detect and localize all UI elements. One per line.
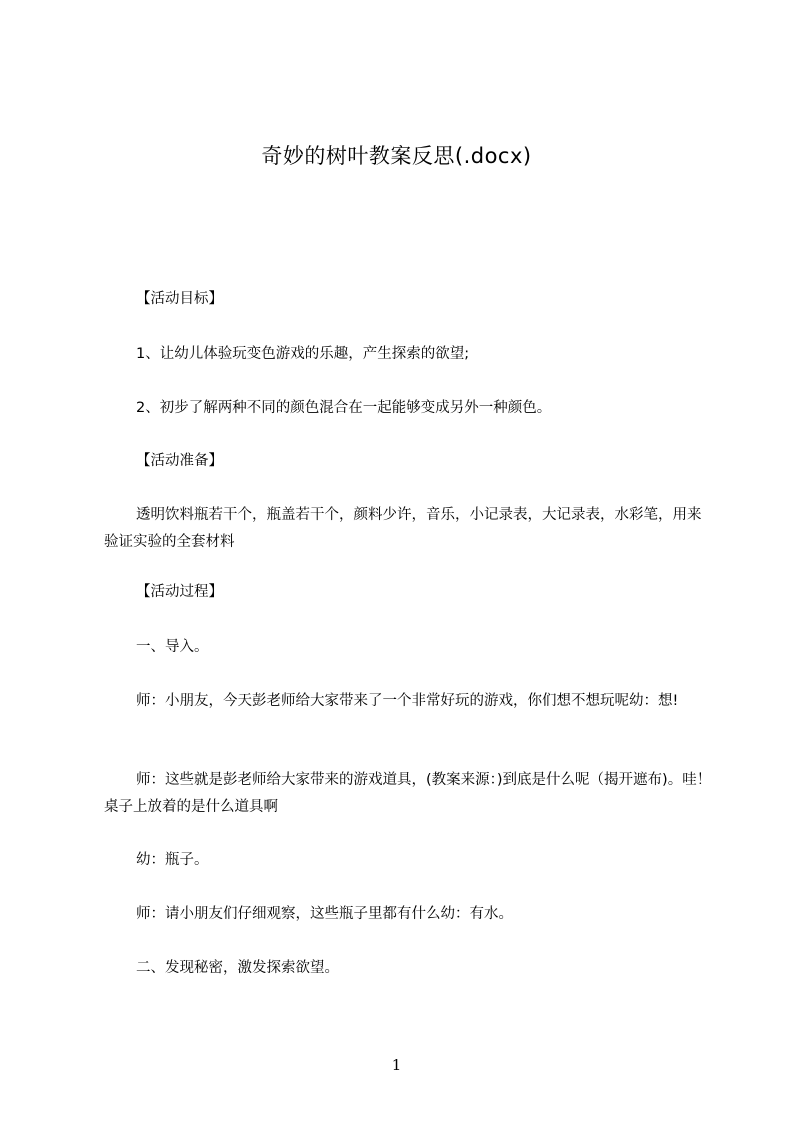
- document-title: 奇妙的树叶教案反思(.docx): [261, 144, 532, 168]
- paragraph-materials: 透明饮料瓶若干个，瓶盖若干个，颜料少许，音乐，小记录表，大记录表，水彩笔，用来验证实验的全套材料: [104, 507, 702, 550]
- paragraph-step-2: 二、发现秘密，激发探索欲望。: [136, 960, 339, 976]
- paragraph-goal-1: 1、让幼儿体验玩变色游戏的乐趣，产生探索的欲望;: [136, 346, 470, 362]
- page-number: 1: [391, 1056, 402, 1074]
- paragraph-dialogue-4: 师：请小朋友们仔细观察，这些瓶子里都有什么幼：有水。: [136, 906, 513, 922]
- section-heading-preparation: 【活动准备】: [136, 453, 223, 469]
- paragraph-dialogue-3: 幼：瓶子。: [136, 852, 209, 868]
- paragraph-dialogue-1: 师：小朋友，今天彭老师给大家带来了一个非常好玩的游戏，你们想不想玩呢幼：想!: [136, 693, 679, 709]
- paragraph-step-1: 一、导入。: [136, 639, 209, 655]
- paragraph-goal-2: 2、初步了解两种不同的颜色混合在一起能够变成另外一种颜色。: [136, 400, 552, 416]
- paragraph-dialogue-2: 师：这些就是彭老师给大家带来的游戏道具，(教案来源：)到底是什么呢（揭开遮布)。哇！桌子上放着的是什么道具啊: [104, 772, 712, 815]
- section-heading-process: 【活动过程】: [136, 584, 223, 600]
- section-heading-goals: 【活动目标】: [136, 291, 223, 307]
